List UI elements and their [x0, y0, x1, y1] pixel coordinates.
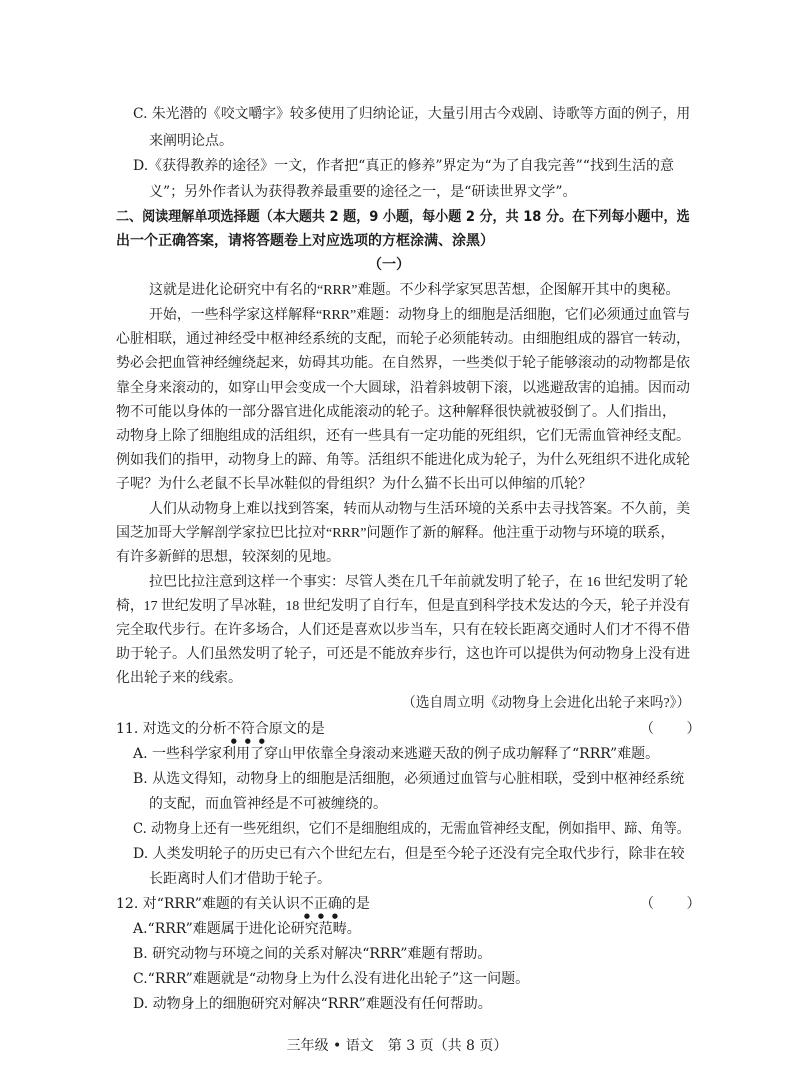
q11-option-d-line2: 长距离时人们才借助于轮子。 [149, 871, 331, 887]
q11-stem-prefix: 11. 对选文的分析 [116, 721, 227, 737]
passage-p2-line5: 物不可能以身体的一部分器官进化成能滚动的轮子。这种解释很快就被驳倒了。人们指出， [116, 405, 676, 420]
passage-p2-line4: 靠全身来滚动的，如穿山甲会变成一个大圆球，沿着斜坡朝下滚，以逃避敌害的追捕。因而动 [116, 381, 690, 396]
passage-p4-line4: 助于轮子。人们虽然发明了轮子，可还是不能放弃步行，这也许可以提供为何动物身上没有进 [116, 647, 690, 662]
passage-source: （选自周立明《动物身上会进化出轮子来吗?》） [402, 696, 691, 711]
option-d-line1: D.《获得教养的途径》一文，作者把“真正的修养”界定为“为了自我完善”“找到生活的意 [133, 158, 674, 174]
page-footer: 三年级 • 语文 第 3 页（共 8 页） [286, 1038, 508, 1054]
passage-p2-line3: 势必会把血管神经缠绕起来，妨碍其功能。在自然界，一些类似于轮子能够滚动的动物都是依 [116, 356, 690, 371]
passage-p4-line5: 化出轮子来的线索。 [116, 671, 242, 686]
q12-stem [116, 895, 370, 920]
passage-p2-line2: 心脏相联，通过神经受中枢神经系统的支配，而轮子必须能转动。由细胞组成的器官一转动， [116, 332, 690, 347]
option-c-line2: 来阐明论点。 [149, 133, 233, 149]
q11-option-d-line1: D. 人类发明轮子的历史已有六个世纪左右，但是至今轮子还没有完全取代步行，除非在较 [133, 846, 685, 862]
q12-option-c: C.“RRR”难题就是“动物身上为什么没有进化出轮子”这一问题。 [133, 971, 530, 987]
passage-p2-line1: 开始，一些科学家这样解释“RRR”难题：动物身上的细胞是活细胞，它们必须通过血管与 [149, 308, 691, 323]
option-d-line2: 义”；另外作者认为获得教养最重要的途径之一，是“研读世界文学”。 [149, 184, 577, 200]
passage-p2-line6: 动物身上除了细胞组成的活组织，还有一些具有一定功能的死组织，它们无需血管神经支配。 [116, 429, 690, 444]
q11-option-a: A. 一些科学家利用了穿山甲依靠全身滚动来逃避天敌的例子成功解释了“RRR”难题。 [133, 746, 660, 762]
passage-p2-line7: 例如我们的指甲，动物身上的蹄、角等。活组织不能进化成为轮子，为什么死组织不进化成轮 [116, 453, 690, 468]
passage-p3-line3: 有许多新鲜的思想，较深刻的见地。 [116, 550, 340, 565]
section-title-line2: 出一个正确答案，请将答题卷上对应选项的方框涂满、涂黑） [116, 233, 494, 249]
q12-stem-emphasis: 不正确 [299, 896, 342, 912]
q11-option-c: C. 动物身上还有一些死组织，它们不是细胞组成的，无需血管神经支配，例如指甲、蹄、角等。 [133, 821, 690, 837]
q12-option-a: A.“RRR”难题属于进化论研究范畴。 [133, 921, 361, 937]
section-title-line1: 二、阅读理解单项选择题（本大题共 2 题，9 小题，每小题 2 分，共 18 分。在下列每小题中，选 [116, 209, 690, 225]
passage-p1: 这就是进化论研究中有名的“RRR”难题。不少科学家冥思苦想，企图解开其中的奥秘。 [149, 283, 680, 298]
q11-stem-emphasis: 不符合 [226, 721, 269, 737]
passage-p4-line1: 拉巴比拉注意到这样一个事实：尽管人类在几千年前就发明了轮子，在 16 世纪发明了轮 [149, 575, 688, 590]
passage-p4-line2: 椅，17 世纪发明了旱冰鞋，18 世纪发明了自行车，但是直到科学技术发达的今天，轮子并没有 [116, 599, 691, 614]
q12-option-b: B. 研究动物与环境之间的关系对解决“RRR”难题有帮助。 [133, 946, 492, 962]
q12-stem-suffix: 的是 [341, 896, 370, 912]
q11-stem [116, 720, 325, 745]
option-c-line1: C. 朱光潜的《咬文嚼字》较多使用了归纳论证，大量引用古今戏剧、诗歌等方面的例子，用 [133, 106, 691, 122]
q11-answer-blank[interactable]: （ ） [640, 721, 715, 737]
passage-p2-line8: 子呢？为什么老鼠不长旱冰鞋似的骨组织？为什么猫不长出可以伸缩的爪轮？ [116, 477, 592, 492]
passage-p3-line2: 国芝加哥大学解剖学家拉巴比拉对“RRR”问题作了新的解释。他注重于动物与环境的联系， [116, 526, 675, 541]
passage-p3-line1: 人们从动物身上难以找到答案，转而从动物与生活环境的关系中去寻找答案。不久前，美 [149, 502, 691, 517]
passage-p4-line3: 完全取代步行。在许多场合，人们还是喜欢以步当车，只有在较长距离交通时人们才不得不借 [116, 623, 690, 638]
part-label: （一） [368, 257, 410, 273]
q11-option-b-line1: B. 从选文得知，动物身上的细胞是活细胞，必须通过血管与心脏相联，受到中枢神经系统 [133, 771, 685, 787]
q12-answer-blank[interactable]: （ ） [640, 896, 715, 912]
q11-option-b-line2: 的支配，而血管神经是不可被缠绕的。 [149, 796, 387, 812]
q11-stem-suffix: 原文的是 [268, 721, 325, 737]
q12-option-d: D. 动物身上的细胞研究对解决“RRR”难题没有任何帮助。 [133, 996, 492, 1012]
q12-stem-prefix: 12. 对“RRR”难题的有关认识 [116, 896, 300, 912]
